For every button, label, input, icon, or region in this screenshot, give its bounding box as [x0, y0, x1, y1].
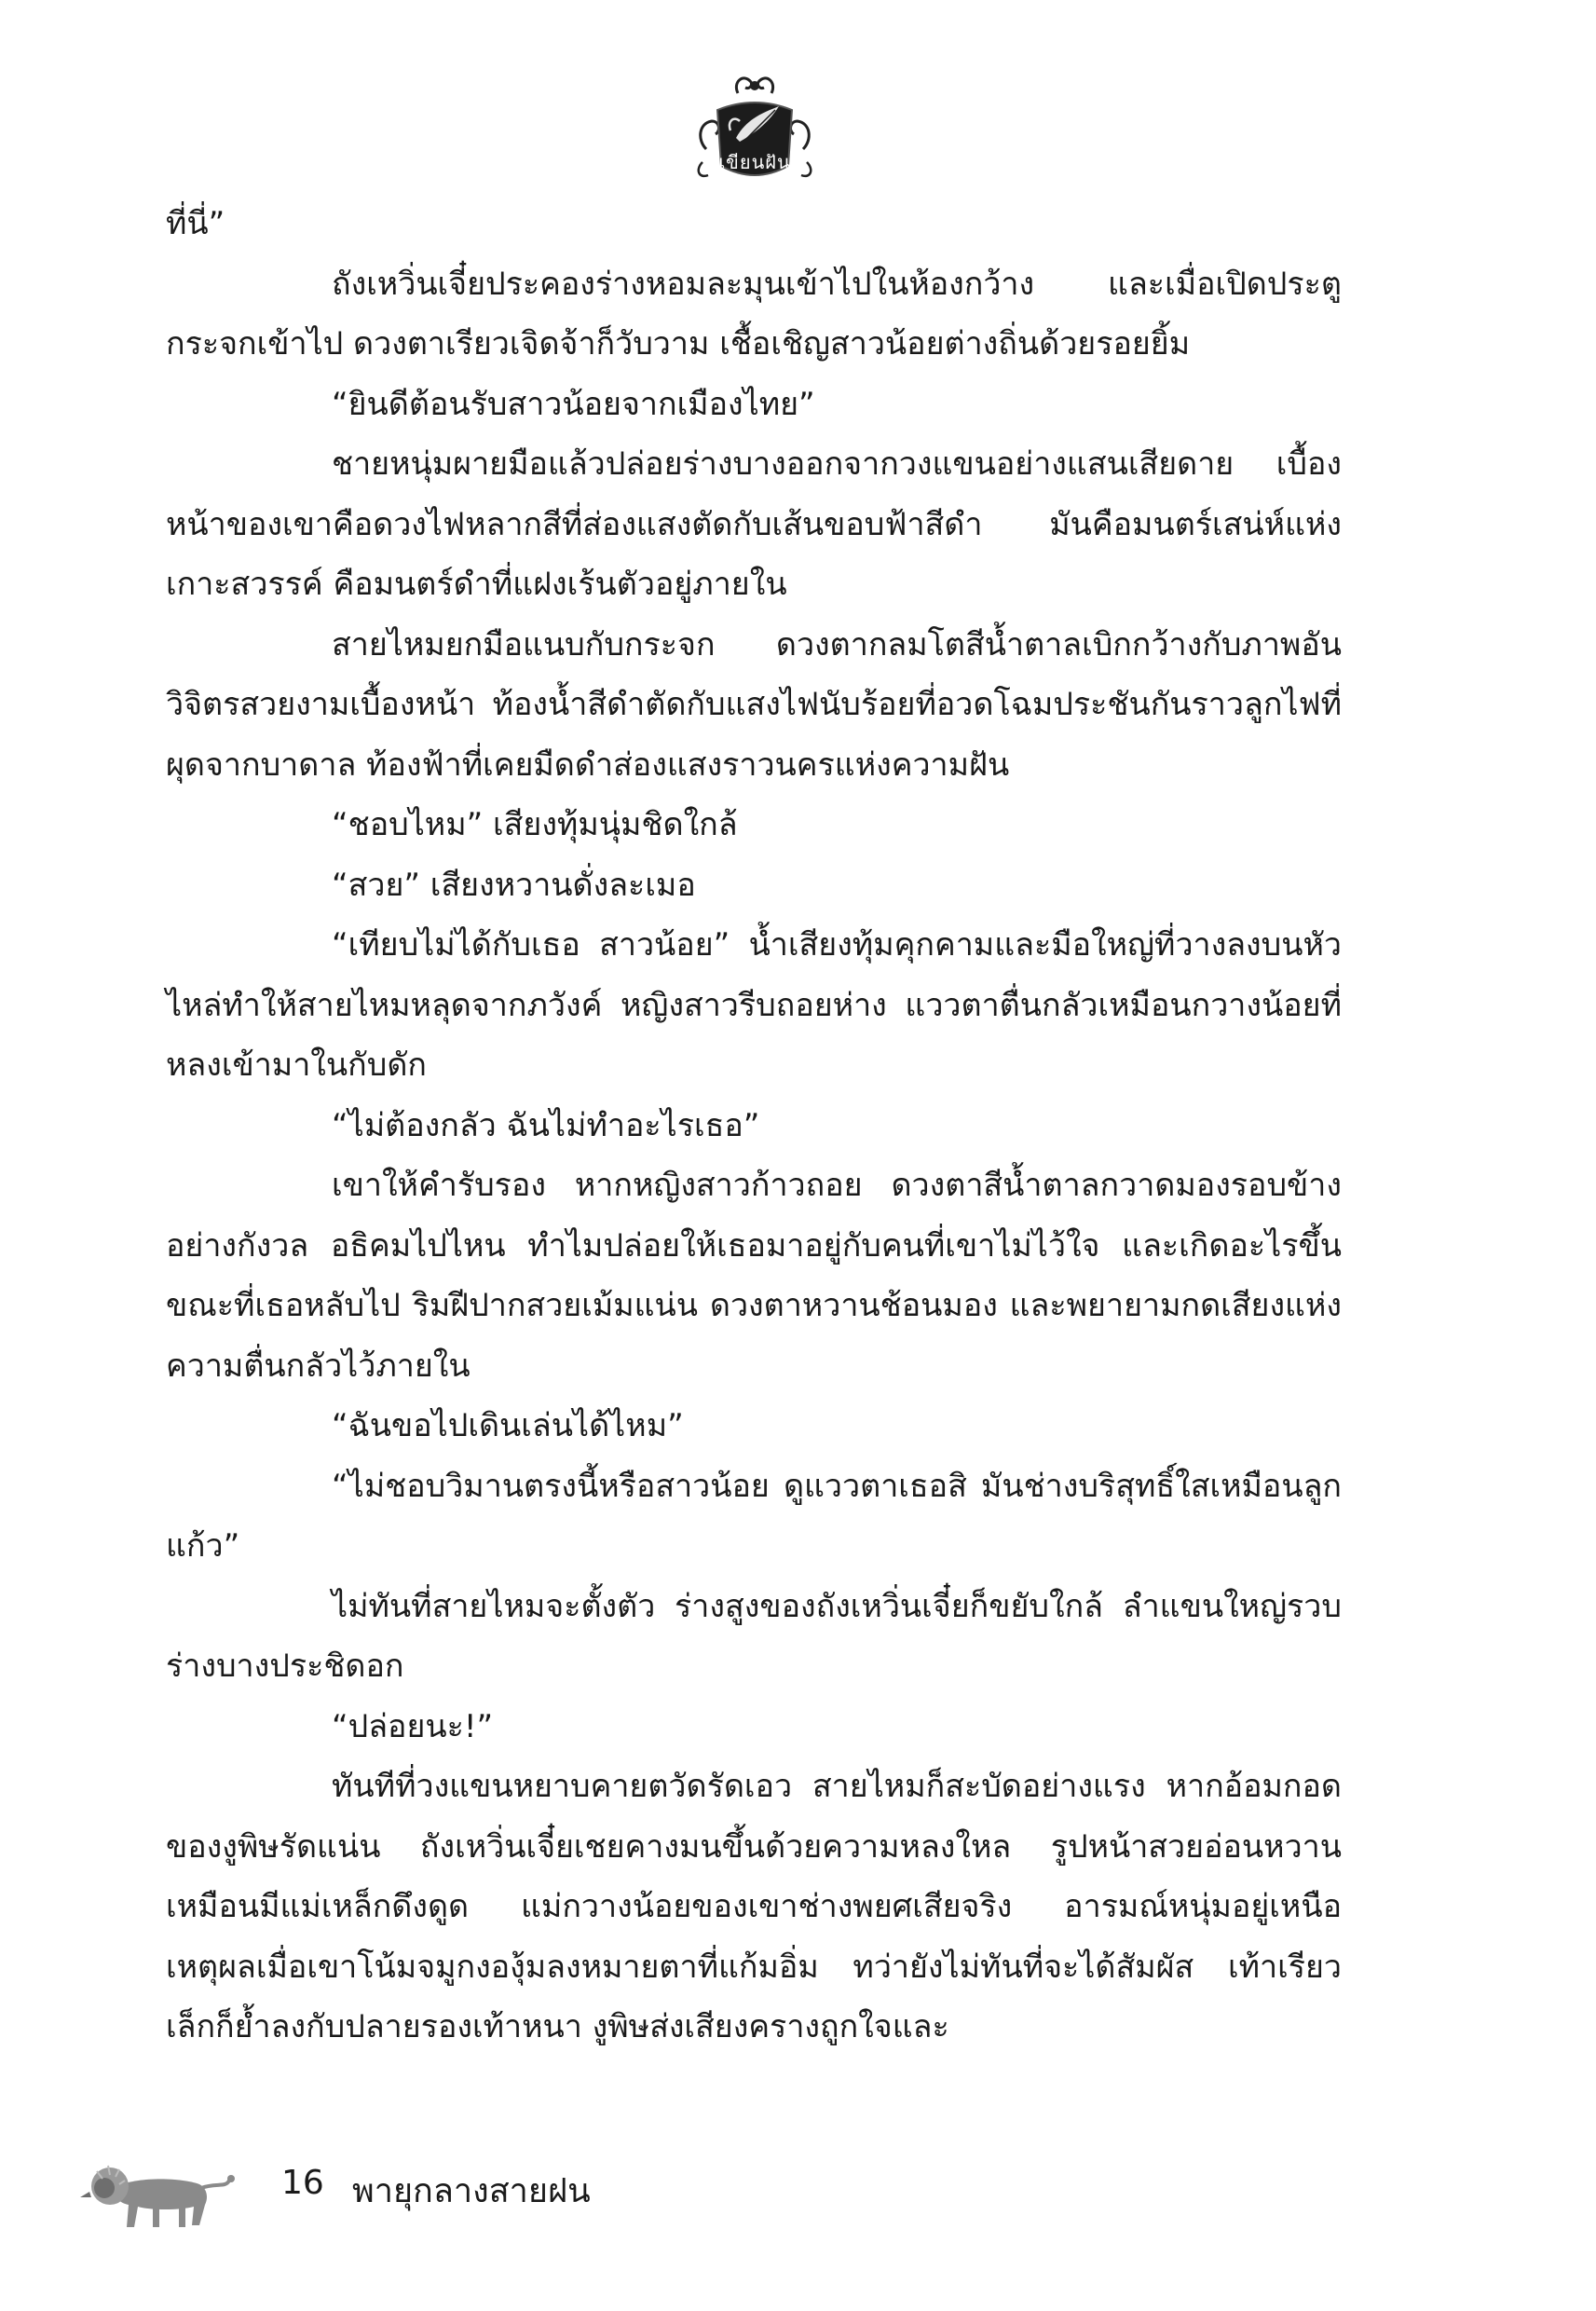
paragraph: “ยินดีต้อนรับสาวน้อยจากเมืองไทย”: [332, 385, 815, 423]
paragraph: “ไม่ชอบวิมานตรงนี้หรือสาวน้อย ดูแววตาเธอสิ มันช่างบริสุทธิ์ใสเหมือนลูกแก้ว”: [166, 1467, 1342, 1565]
paragraph: “ชอบไหม” เสียงทุ้มนุ่มชิดใกล้: [332, 806, 738, 843]
paragraph: ทันทีที่วงแขนหยาบคายตวัดรัดเอว สายไหมก็สะบัดอย่างแรง หากอ้อมกอดของงูพิษรัดแน่น ถังเหวิ่นเจี๋ยเชยคางมนขึ้นด้วยความหลงใหล รูปหน้าสวยอ่อนหวานเหมือนมีแม่เหล็กดึงดูด แม่กวางน้อยของเขาช่างพยศเสียจริง อารมณ์หนุ่มอยู่เหนือเหตุผลเมื่อเขาโน้มจมูกงองุ้มลงหมายตาที่แก้มอิ่ม ทว่ายังไม่ทันที่จะได้สัมผัส เท้าเรียวเล็กก็ย้ำลงกับปลายรองเท้าหนา งูพิษส่งเสียงครางถูกใจและ: [166, 1768, 1342, 2045]
page-body: [166, 194, 1342, 2058]
book-title: พายุกลางสายฝน: [352, 2172, 591, 2210]
paragraph: ถังเหวิ่นเจี๋ยประคองร่างหอมละมุนเข้าไปในห้องกว้าง และเมื่อเปิดประตูกระจกเข้าไป ดวงตาเรียวเจิดจ้าก็วับวาม เชื้อเชิญสาวน้อยต่างถิ่นด้วยรอยยิ้ม: [166, 265, 1342, 362]
paragraph: “ปล่อยนะ!”: [332, 1707, 494, 1745]
paragraph: เขาให้คำรับรอง หากหญิงสาวก้าวถอย ดวงตาสีน้ำตาลกวาดมองรอบข้างอย่างกังวล อธิคมไปไหน ทำไมปล่อยให้เธอมาอยู่กับคนที่เขาไม่ไว้ใจ และเกิดอะไรขึ้นขณะที่เธอหลับไป ริมฝีปากสวยเม้มแน่น ดวงตาหวานช้อนมอง และพยายามกดเสียงแห่งความตื่นกลัวไว้ภายใน: [166, 1167, 1342, 1385]
paragraph: ไม่ทันที่สายไหมจะตั้งตัว ร่างสูงของถังเหวิ่นเจี๋ยก็ขยับใกล้ ลำแขนใหญ่รวบร่างบางประชิดอก: [166, 1587, 1342, 1685]
paragraph: ชายหนุ่มผายมือแล้วปล่อยร่างบางออกจากวงแขนอย่างแสนเสียดาย เบื้องหน้าของเขาคือดวงไฟหลากสีที่ส่องแสงตัดกับเส้นขอบฟ้าสีดำ มันคือมนตร์เสน่ห์แห่งเกาะสวรรค์ คือมนตร์ดำที่แฝงเร้นตัวอยู่ภายใน: [166, 445, 1342, 603]
logo-text: เขียนฝัน: [718, 151, 791, 173]
lion-emblem-icon: [76, 2160, 244, 2233]
footer-emblem: [76, 2160, 244, 2233]
paragraph: ที่นี่”: [166, 205, 225, 242]
paragraph: “ไม่ต้องกลัว ฉันไม่ทำอะไรเธอ”: [332, 1106, 760, 1144]
paragraph: “ฉันขอไปเดินเล่นได้ไหม”: [332, 1407, 684, 1444]
publisher-logo: [689, 65, 820, 186]
paragraph: “เทียบไม่ได้กับเธอ สาวน้อย” น้ำเสียงทุ้มคุกคามและมือใหญ่ที่วางลงบนหัวไหล่ทำให้สายไหมหลุดจากภวังค์ หญิงสาวรีบถอยห่าง แววตาตื่นกลัวเหมือนกวางน้อยที่หลงเข้ามาในกับดัก: [166, 926, 1342, 1084]
paragraph: “สวย” เสียงหวานดั่งละเมอ: [332, 866, 696, 904]
page-number: 16: [281, 2164, 324, 2202]
paragraph: สายไหมยกมือแนบกับกระจก ดวงตากลมโตสีน้ำตาลเบิกกว้างกับภาพอันวิจิตรสวยงามเบื้องหน้า ท้องน้ำสีดำตัดกับแสงไฟนับร้อยที่อวดโฉมประชันกันราวลูกไฟที่ผุดจากบาดาล ท้องฟ้าที่เคยมืดดำส่องแสงราวนครแห่งความฝัน: [166, 625, 1342, 784]
